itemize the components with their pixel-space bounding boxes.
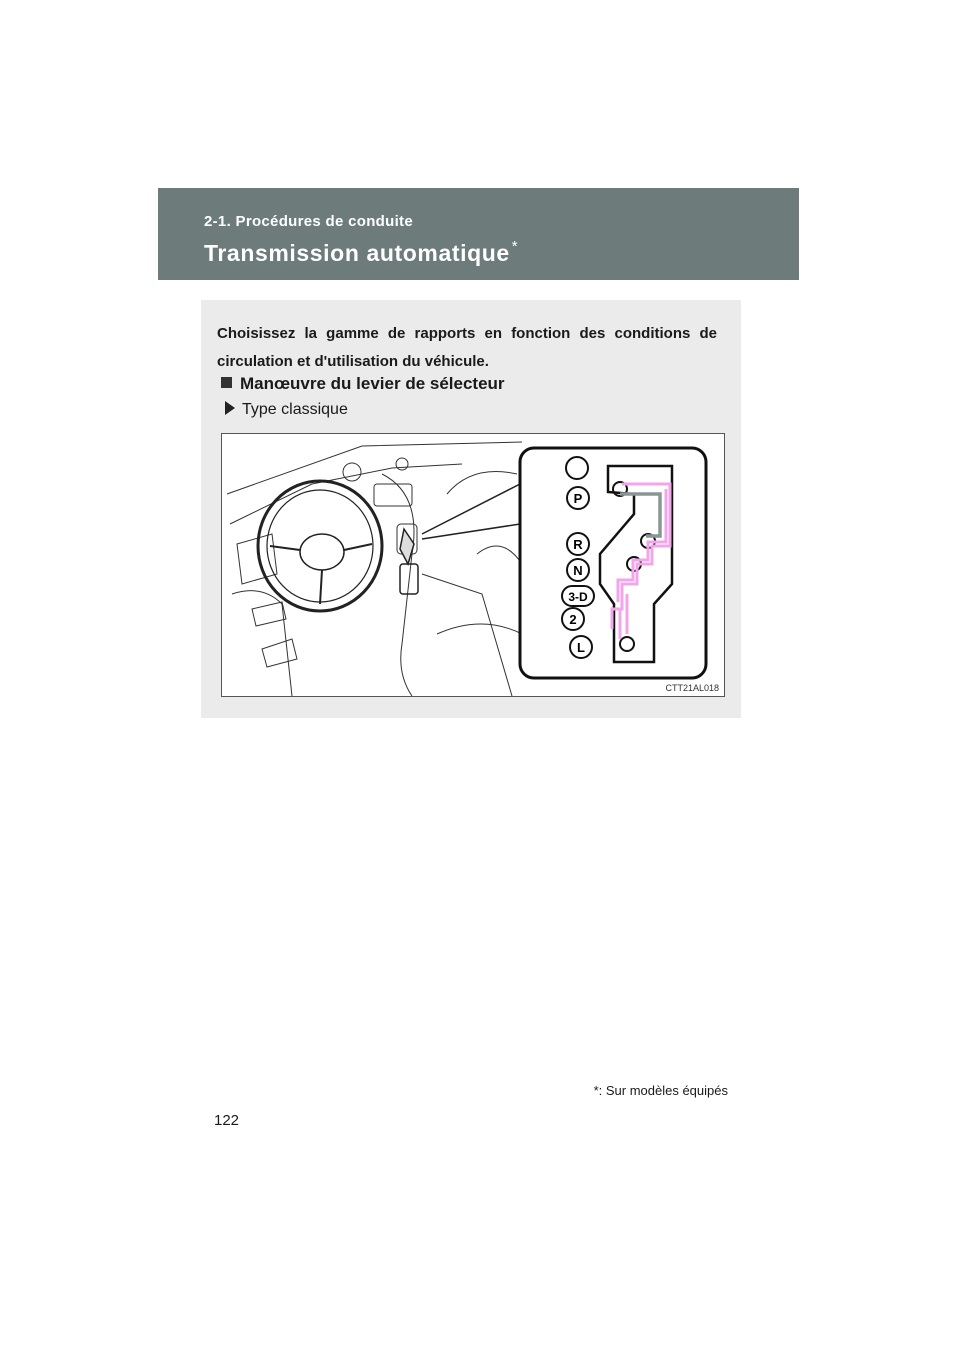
subheading-text: Manœuvre du levier de sélecteur (240, 374, 505, 393)
shift-lever-drawing (400, 484, 520, 594)
footnote-mark: * (593, 1083, 599, 1098)
gate-label-l: L (577, 640, 585, 655)
type-label (225, 401, 348, 419)
page-number: 122 (214, 1112, 240, 1129)
shift-lever-illustration (221, 433, 725, 697)
page-title-text: Transmission automatique (204, 240, 510, 266)
content-panel (201, 300, 741, 718)
subheading (221, 374, 505, 394)
steering-wheel-drawing (258, 481, 382, 611)
square-bullet-icon (221, 377, 232, 388)
footnote-text: : Sur modèles équipés (598, 1083, 728, 1098)
type-label-text: Type classique (242, 401, 348, 418)
intro-paragraph: Choisissez la gamme de rapports en fonction des conditions de circulation et d'utilisation du véhicule. (217, 325, 717, 370)
gate-label-r: R (573, 537, 583, 552)
chapter-header (158, 188, 799, 280)
gate-label-p: P (573, 491, 583, 506)
page-title (204, 238, 518, 267)
figure-code: CTT21AL018 (665, 683, 719, 693)
gate-label-3d: 3-D (568, 590, 588, 604)
gate-label-2: 2 (569, 612, 577, 627)
footnote (594, 1083, 728, 1098)
illustration-svg (222, 434, 724, 696)
gate-label-n: N (573, 563, 583, 578)
equipped-mark: * (511, 238, 519, 255)
section-label: 2-1. Procédures de conduite (204, 213, 413, 230)
triangle-bullet-icon (225, 401, 235, 415)
